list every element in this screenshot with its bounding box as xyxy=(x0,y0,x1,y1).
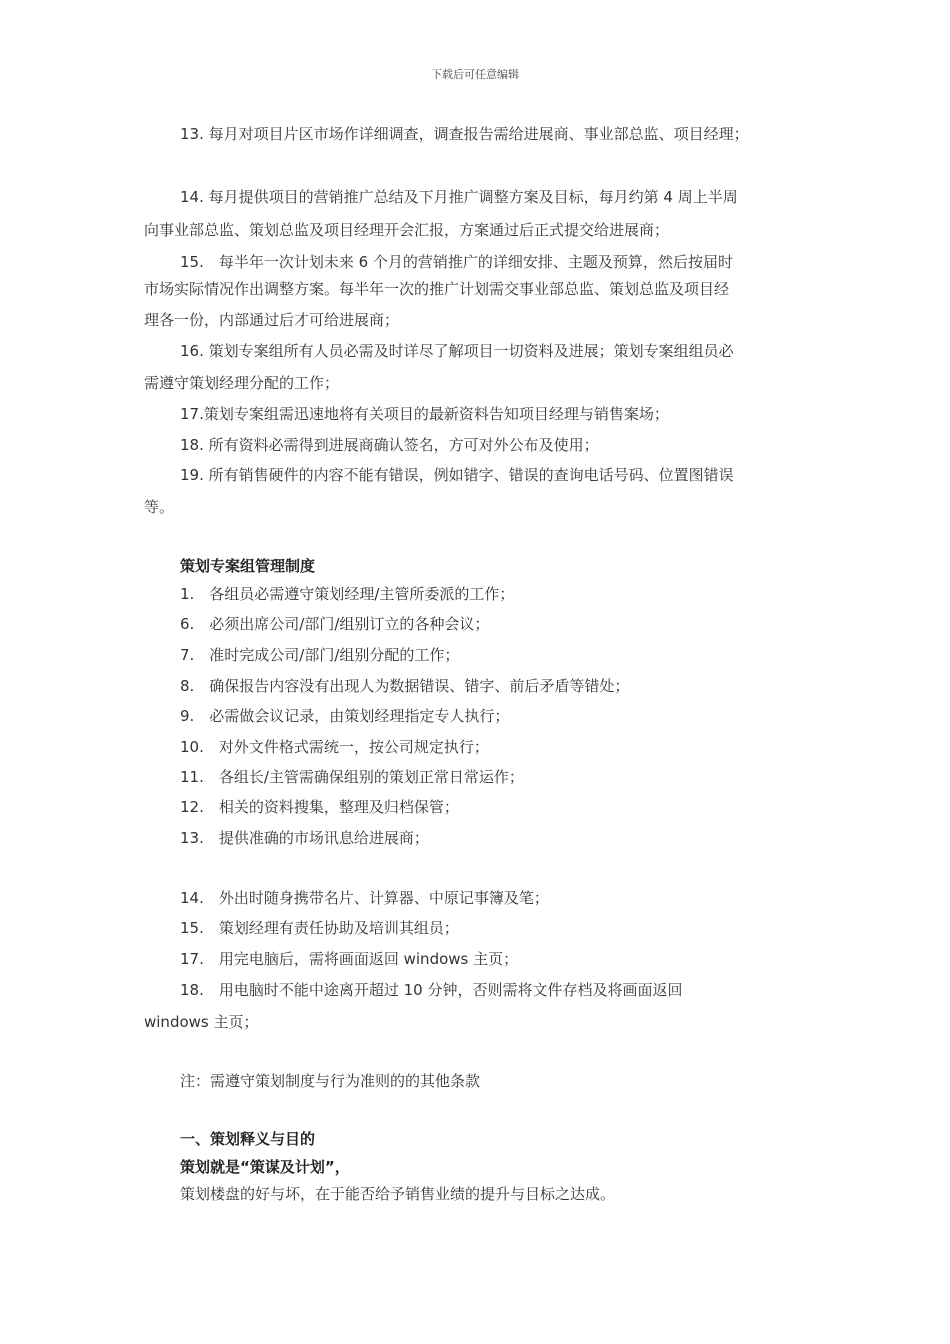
rule-18-line2: windows 主页； xyxy=(144,1013,259,1031)
item-16-line1: 16. 策划专案组所有人员必需及时详尽了解项目一切资料及进展；策划专案组组员必 xyxy=(180,342,734,360)
item-18: 18. 所有资料必需得到进展商确认签名，方可对外公布及使用； xyxy=(180,436,599,454)
section-heading: 一、策划释义与目的 xyxy=(180,1130,316,1148)
rule-15: 15. 策划经理有责任协助及培训其组员； xyxy=(180,919,459,937)
item-16-line2: 需遵守策划经理分配的工作； xyxy=(144,374,340,392)
item-15-line3: 理各一份，内部通过后才可给进展商； xyxy=(144,311,400,329)
item-13: 13. 每月对项目片区市场作详细调查，调查报告需给进展商、事业部总监、项目经理； xyxy=(180,125,749,143)
rule-6: 6. 必须出席公司/部门/组别订立的各种会议； xyxy=(180,615,490,633)
rule-17: 17. 用完电脑后，需将画面返回 windows 主页； xyxy=(180,950,519,968)
management-title: 策划专案组管理制度 xyxy=(180,557,316,575)
rule-7: 7. 准时完成公司/部门/组别分配的工作； xyxy=(180,646,460,664)
section-body: 策划楼盘的好与坏，在于能否给予销售业绩的提升与目标之达成。 xyxy=(180,1185,616,1203)
note: 注：需遵守策划制度与行为准则的的其他条款 xyxy=(180,1072,481,1090)
rule-8: 8. 确保报告内容没有出现人为数据错误、错字、前后矛盾等错处； xyxy=(180,677,630,695)
rule-11: 11. 各组长/主管需确保组别的策划正常日常运作； xyxy=(180,768,524,786)
rule-1: 1. 各组员必需遵守策划经理/主管所委派的工作； xyxy=(180,585,515,603)
rule-9: 9. 必需做会议记录，由策划经理指定专人执行； xyxy=(180,707,510,725)
item-19-line2: 等。 xyxy=(144,498,175,516)
item-15-line1: 15. 每半年一次计划未来 6 个月的营销推广的详细安排、主题及预算，然后按届时 xyxy=(180,253,733,271)
item-14-line1: 14. 每月提供项目的营销推广总结及下月推广调整方案及目标，每月约第 4 周上半周 xyxy=(180,188,738,206)
rule-12: 12. 相关的资料搜集，整理及归档保管； xyxy=(180,798,459,816)
rule-18-line1: 18. 用电脑时不能中途离开超过 10 分钟，否则需将文件存档及将画面返回 xyxy=(180,981,683,999)
section-subheading: 策划就是“策谋及计划”， xyxy=(180,1158,350,1176)
rule-10: 10. 对外文件格式需统一，按公司规定执行； xyxy=(180,738,489,756)
item-19-line1: 19. 所有销售硬件的内容不能有错误，例如错字、错误的查询电话号码、位置图错误 xyxy=(180,466,734,484)
rule-14: 14. 外出时随身携带名片、计算器、中原记事簿及笔； xyxy=(180,889,549,907)
item-15-line2: 市场实际情况作出调整方案。每半年一次的推广计划需交事业部总监、策划总监及项目经 xyxy=(144,280,730,298)
rule-13: 13. 提供准确的市场讯息给进展商； xyxy=(180,829,429,847)
page-header: 下载后可任意编辑 xyxy=(431,68,519,81)
item-14-line2: 向事业部总监、策划总监及项目经理开会汇报，方案通过后正式提交给进展商； xyxy=(144,221,670,239)
item-17: 17.策划专案组需迅速地将有关项目的最新资料告知项目经理与销售案场； xyxy=(180,405,669,423)
